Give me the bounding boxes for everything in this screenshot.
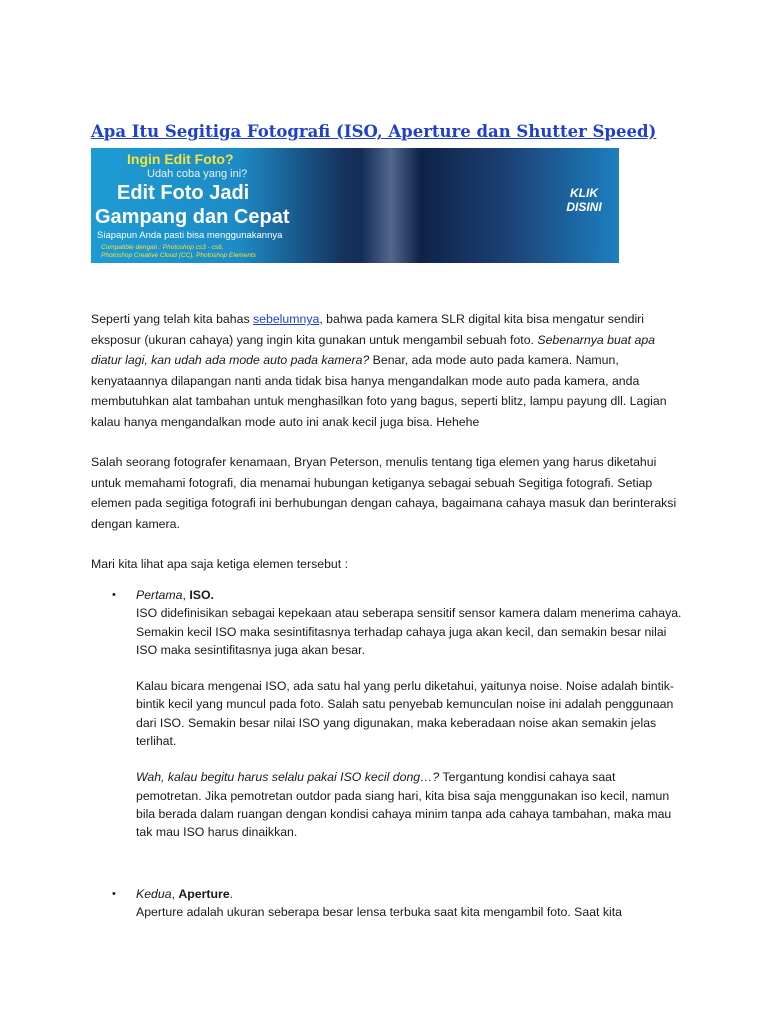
list-item-iso-body: [136, 586, 682, 842]
peterson-paragraph: Salah seorang fotografer kenamaan, Bryan Peterson, menulis tentang tiga elemen yang harus diketahui untuk memahami fotografi, dia menamai hubungan ketiganya sebagai sebuah Segitiga fotografi. Setiap elemen pada segitiga fotografi ini berhubungan dengan cahaya, bagaimana cahaya masuk dan berinteraksi dengan kamera.: [91, 455, 677, 531]
iso-ordinal: Pertama: [136, 588, 183, 602]
sebelumnya-link[interactable]: sebelumnya: [253, 312, 320, 326]
article-body: [91, 309, 681, 595]
bullet-aperture: •: [112, 888, 116, 900]
aperture-separator: ,: [171, 887, 179, 901]
banner-cta-line-1: KLIK: [570, 186, 598, 200]
article-title-link[interactable]: Apa Itu Segitiga Fotografi (ISO, Aperture dan Shutter Speed): [91, 122, 657, 141]
banner-main-line-1: Edit Foto Jadi: [117, 182, 250, 204]
iso-definition: ISO didefinisikan sebagai kepekaan atau seberapa sensitif sensor kamera dalam menerima cahaya. Semakin kecil ISO maka sesintifitasnya terhadap cahaya juga akan kecil, dan semakin besar nilai ISO maka sesintifitasnya juga akan besar.: [136, 606, 682, 657]
banner-main-line-2: Gampang dan Cepat: [95, 206, 290, 228]
banner-compat-line-2: Photoshop Creative Cloud (CC), Photoshop Elements: [101, 252, 256, 259]
intro-text-b: , bahwa pada kamera SLR digital kita bisa mengatur sendiri eksposur (ukuran cahaya) yang ingin kita gunakan untuk mengambil sebuah foto.: [91, 312, 645, 347]
banner-cta-button[interactable]: [556, 186, 612, 214]
intro-text-c: Benar, ada mode auto pada kamera. Namun, kenyataannya dilapangan nanti anda tidak bisa hanya mengandalkan mode auto pada kamera, anda membutuhkan alat tambahan untuk menghasilkan foto yang bagus, seperti blitz, lampu payung dll. Lagian kalau hanya mengandalkan mode auto ini anak kecil juga bisa. Hehehe: [91, 353, 667, 429]
banner-subline: Udah coba yang ini?: [147, 168, 248, 180]
list-item-aperture: [112, 885, 682, 922]
aperture-name: Aperture: [178, 887, 230, 901]
iso-separator: ,: [182, 588, 190, 602]
list-item-aperture-body: [136, 885, 682, 922]
list-item-iso: [112, 586, 682, 842]
aperture-heading: [136, 885, 682, 903]
edit-foto-ad-banner[interactable]: [91, 148, 619, 263]
banner-compat-line-1: Compatible dengan : Photoshop cs3 - cs6,: [101, 244, 224, 251]
iso-question-paragraph: [136, 768, 682, 841]
banner-tagline: Siapapun Anda pasti bisa menggunakannya: [97, 230, 283, 241]
intro-text-a: Seperti yang telah kita bahas: [91, 312, 254, 326]
banner-compatibility: [101, 244, 256, 260]
elements-lead-paragraph: Mari kita lihat apa saja ketiga elemen tersebut :: [91, 557, 349, 571]
iso-name: ISO.: [189, 588, 214, 602]
aperture-definition: Aperture adalah ukuran seberapa besar lensa terbuka saat kita mengambil foto. Saat kita: [136, 905, 623, 920]
bullet-iso: •: [112, 589, 116, 601]
iso-question-italic: Wah, kalau begitu harus selalu pakai ISO kecil dong…?: [136, 770, 440, 785]
aperture-ordinal: Kedua: [136, 887, 172, 901]
banner-headline: Ingin Edit Foto?: [127, 151, 234, 167]
aperture-heading-period: .: [229, 887, 234, 901]
intro-paragraph: [91, 309, 681, 432]
banner-cta-line-2: DISINI: [566, 200, 602, 214]
iso-question-answer: Tergantung kondisi cahaya saat pemotretan. Jika pemotretan outdor pada siang hari, kita bisa saja menggunakan iso kecil, namun bila berada dalam ruangan dengan kondisi cahaya minim tanpa ada cahaya tambahan, maka mau tak mau ISO harus dinaikkan.: [136, 770, 672, 840]
iso-heading: [136, 586, 682, 604]
iso-noise-paragraph: Kalau bicara mengenai ISO, ada satu hal yang perlu diketahui, yaitunya noise. Noise adalah bintik-bintik kecil yang muncul pada foto. Salah satu penyebab kemunculan noise ini adalah penggunaan dari ISO. Semakin besar nilai ISO yang digunakan, maka keberadaan noise akan semakin jelas terlihat.: [136, 679, 674, 749]
intro-italic-question: Sebenarnya buat apa diatur lagi, kan udah ada mode auto pada kamera?: [91, 332, 655, 367]
banner-light-glow: [361, 148, 421, 263]
